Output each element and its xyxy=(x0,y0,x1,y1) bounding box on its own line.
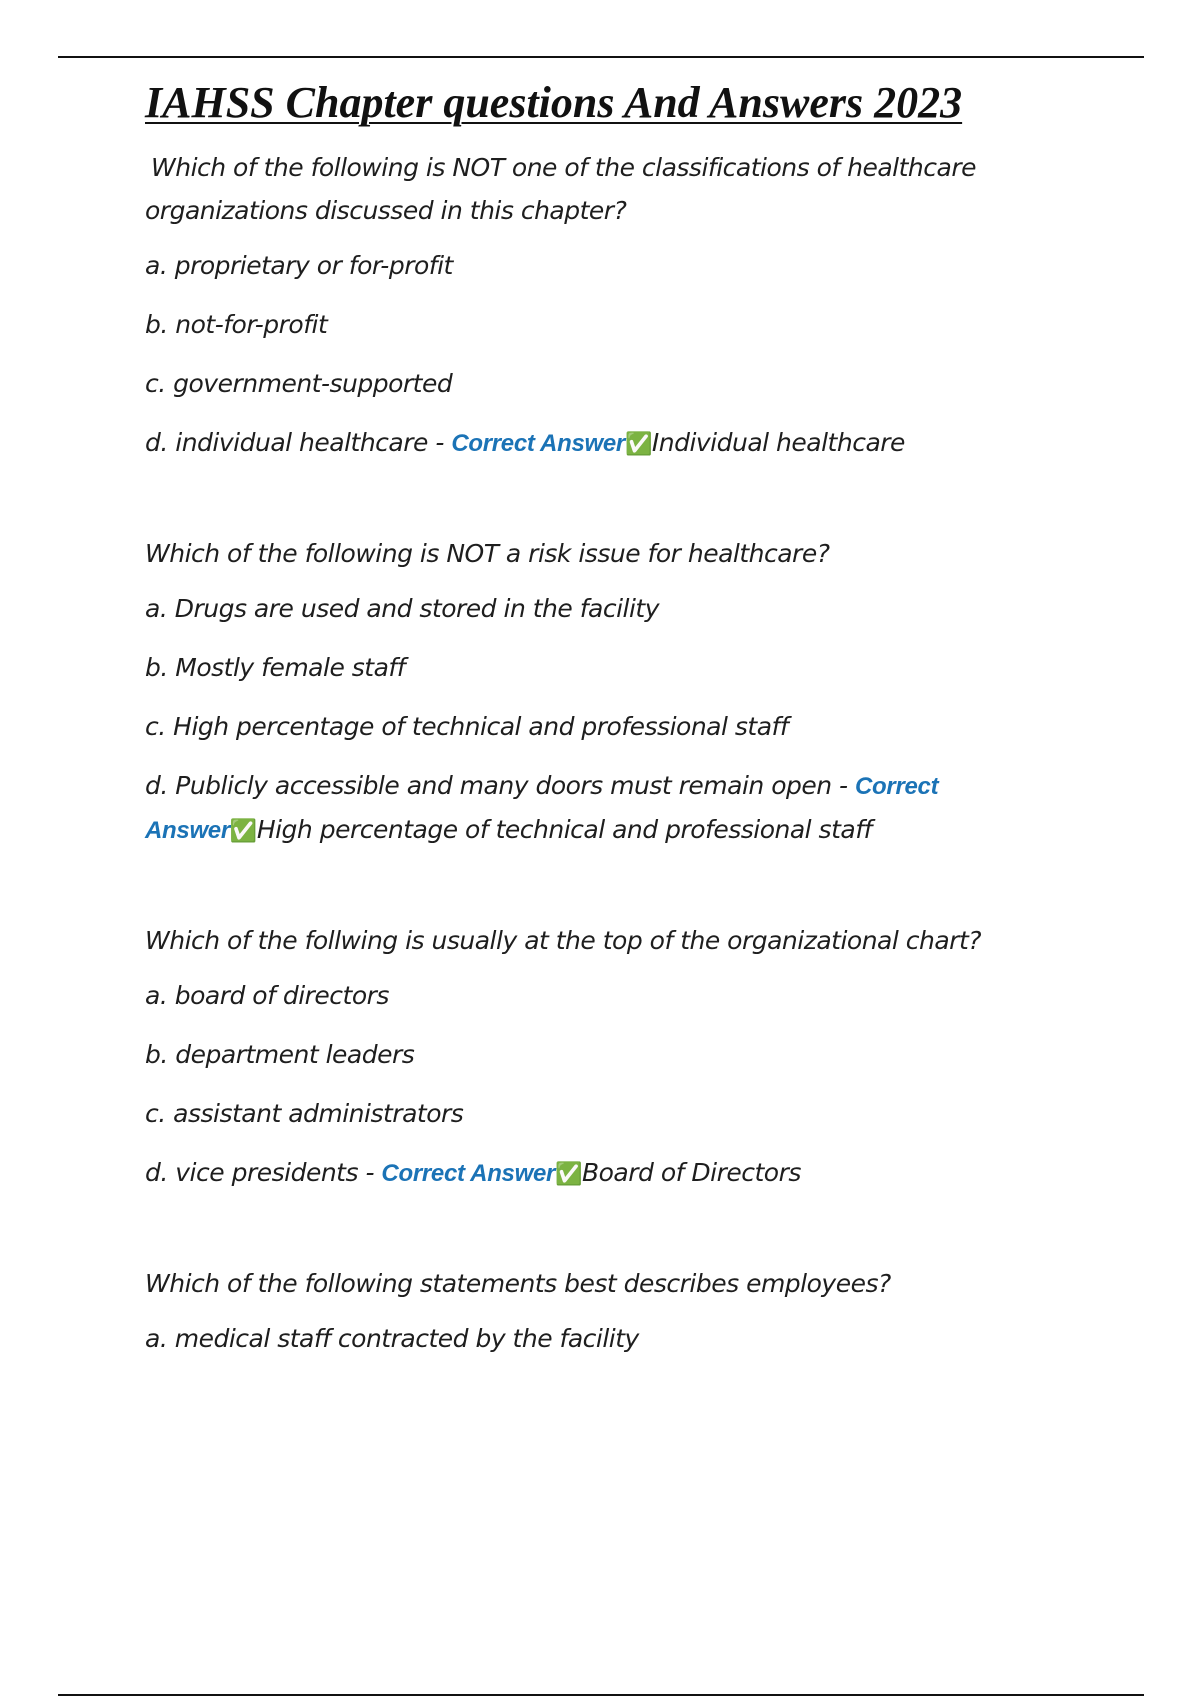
option-b: b. not-for-profit xyxy=(145,310,328,339)
answer-text: Board of Directors xyxy=(581,1158,801,1187)
option-d xyxy=(145,421,1075,466)
top-rule xyxy=(58,56,1144,58)
question-block-3 xyxy=(145,919,1075,1196)
option-d-text: d. vice presidents - xyxy=(145,1158,382,1187)
answer-text: High percentage of technical and professional staff xyxy=(256,815,872,844)
document-body xyxy=(145,74,1075,1426)
option-b: b. department leaders xyxy=(145,1040,415,1069)
question-text: Which of the following statements best describes employees? xyxy=(145,1269,891,1298)
question-block-1 xyxy=(145,146,1075,466)
check-icon: ✅ xyxy=(624,432,652,457)
option-d xyxy=(145,764,1075,853)
question-text: Which of the following is NOT one of the classifications of healthcare organizations discussed in this chapter? xyxy=(145,153,976,225)
correct-answer-label: Correct Answer xyxy=(451,430,625,457)
check-icon: ✅ xyxy=(229,819,257,844)
option-a: a. Drugs are used and stored in the facility xyxy=(145,594,660,623)
option-d-text: d. Publicly accessible and many doors must remain open - xyxy=(145,771,856,800)
question-text: Which of the follwing is usually at the top of the organizational chart? xyxy=(145,926,982,955)
page-title: IAHSS Chapter questions And Answers 2023 xyxy=(145,78,963,127)
option-a: a. medical staff contracted by the facility xyxy=(145,1324,639,1353)
option-b: b. Mostly female staff xyxy=(145,653,406,682)
option-c: c. government-supported xyxy=(145,369,453,398)
bottom-rule xyxy=(58,1694,1144,1696)
question-block-2 xyxy=(145,532,1075,853)
correct-answer-label: Correct Answer xyxy=(145,773,939,844)
option-c: c. assistant administrators xyxy=(145,1099,464,1128)
option-a: a. proprietary or for-profit xyxy=(145,251,453,280)
option-a: a. board of directors xyxy=(145,981,389,1010)
check-icon: ✅ xyxy=(555,1162,582,1187)
option-d xyxy=(145,1151,1075,1196)
option-d-text: d. individual healthcare - xyxy=(145,428,452,457)
answer-text: Individual healthcare xyxy=(651,428,905,457)
question-text: Which of the following is NOT a risk issue for healthcare? xyxy=(145,539,830,568)
question-block-4 xyxy=(145,1262,1075,1360)
option-c: c. High percentage of technical and professional staff xyxy=(145,712,789,741)
correct-answer-label: Correct Answer xyxy=(381,1160,556,1187)
